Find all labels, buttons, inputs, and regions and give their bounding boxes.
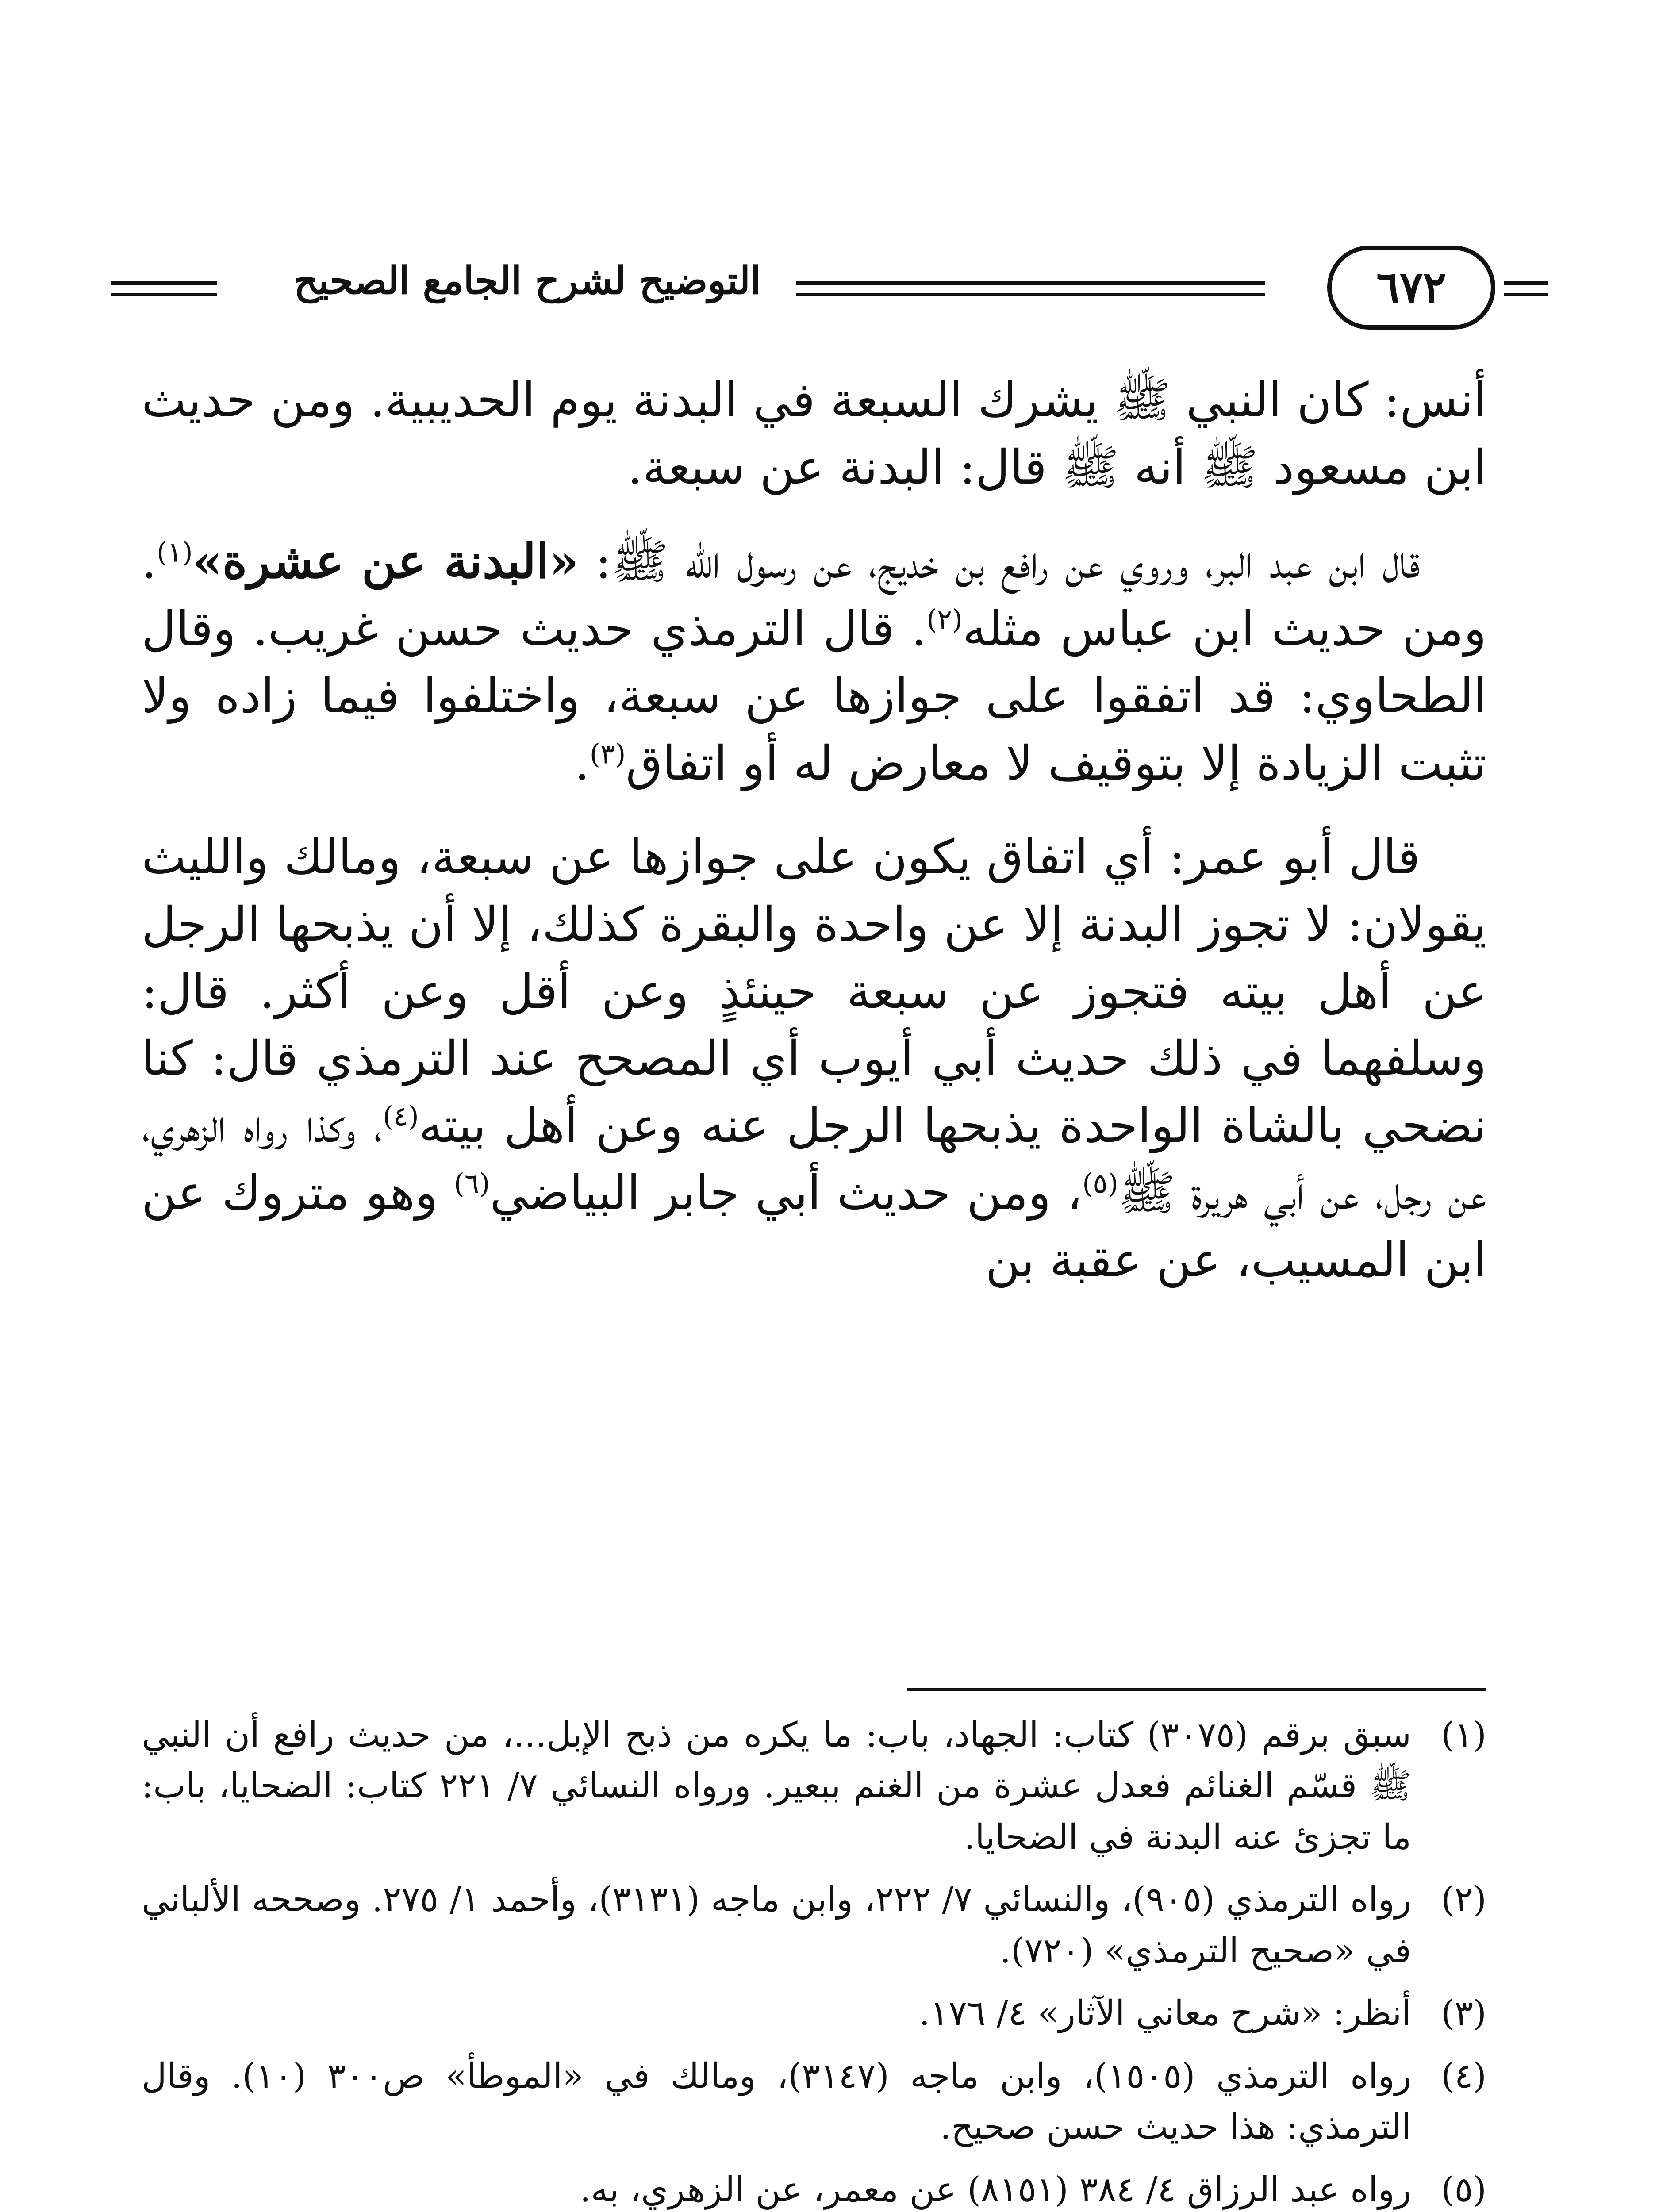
footnote-number: (٢) — [1441, 1880, 1486, 1920]
page-number: ٦٧٢ — [1327, 246, 1495, 330]
footnotes — [142, 1710, 1486, 2212]
running-header — [111, 246, 1548, 347]
footnote-ref: (٣) — [589, 737, 626, 770]
header-rule — [1504, 293, 1548, 296]
paragraph: أنس: كان النبي ﷺ يشرك السبعة في البدنة يوم الحديبية. ومن حديث ابن مسعود ﷺ أنه ﷺ قال: البدنة عن سبعة. — [142, 373, 1486, 495]
footnote-number: (٤) — [1441, 2056, 1486, 2096]
footnote-item — [142, 2165, 1486, 2212]
paragraph-text: قال أبو عمر: أي اتفاق يكون على جوازها عن سبعة، ومالك والليث يقولان: لا تجوز البدنة إلا عن واحدة والبقرة كذلك، إلا أن يذبحها الرجل عن أهل بيته فتجوز عن سبعة حينئذٍ وعن أقل وعن أكثر. قال: وسلفهما في ذلك حديث أبي أيوب أي المصحح عند الترمذي قال: كنا نضحي بالشاة الواحدة يذبحها الرجل عنه وعن أهل بيته — [142, 830, 1486, 1154]
footnote-ref: (٢) — [926, 603, 963, 636]
header-rule — [796, 293, 1265, 296]
paragraph-text: وهو متروك عن ابن المسيب، عن عقبة بن — [142, 1166, 1486, 1288]
footnote-item — [142, 1874, 1486, 1977]
paragraph-text: . قال الترمذي حديث حسن غريب. وقال الطحاوي: قد اتفقوا على جوازها عن سبعة، واختلفوا فيما زاده ولا تثبت الزيادة إلا بتوقيف لا معارض له أو اتفاق — [142, 601, 1486, 791]
footnote-separator — [907, 1688, 1486, 1691]
paragraph-text: ، ومن حديث أبي جابر البياضي — [490, 1166, 1083, 1221]
footnote-item — [142, 1710, 1486, 1863]
footnote-ref: (٤) — [383, 1100, 419, 1133]
footnote-number: (٣) — [1441, 1993, 1486, 2034]
header-rule — [796, 281, 1265, 285]
header-rule — [111, 281, 217, 285]
footnote-ref: (٥) — [1082, 1167, 1118, 1200]
running-title: التوضيح لشرح الجامع الصحيح — [294, 258, 761, 303]
footnote-ref: (٦) — [453, 1167, 490, 1200]
footnote-text: رواه عبد الرزاق ٤/ ٣٨٤ (٨١٥١) عن معمر، عن الزهري، به. — [580, 2170, 1411, 2210]
footnote-text: أنظر: «شرح معاني الآثار» ٤/ ١٧٦. — [919, 1993, 1411, 2034]
footnote-text: سبق برقم (٣٠٧٥) كتاب: الجهاد، باب: ما يكره من ذبح الإبل...، من حديث رافع أن النبي ﷺ قسّم الغنائم فعدل عشرة من الغنم ببعير. ورواه النسائي ٧/ ٢٢١ كتاب: الضحايا، باب: ما تجزئ عنه البدنة في الضحايا. — [142, 1715, 1412, 1857]
footnote-number: (٥) — [1441, 2170, 1486, 2210]
main-text — [142, 367, 1486, 1321]
header-rule — [1504, 281, 1548, 285]
footnote-ref: (١) — [157, 536, 193, 568]
hadith-quote: «البدنة عن عشرة» — [192, 534, 579, 589]
footnote-number: (١) — [1441, 1715, 1486, 1755]
paragraph-text: ، وكذا رواه الزهري، عن رجل، عن أبي هريرة ﷺ — [142, 1098, 1486, 1221]
paragraph — [142, 824, 1486, 1295]
footnote-item — [142, 2051, 1486, 2153]
paragraph-text: قال ابن عبد البر، وروي عن رافع بن خديج، عن رسول الله ﷺ: — [579, 534, 1421, 589]
header-rule — [111, 293, 217, 296]
footnote-item — [142, 1988, 1486, 2039]
paragraph — [142, 528, 1486, 798]
footnote-text: رواه الترمذي (٩٠٥)، والنسائي ٧/ ٢٢٢، وابن ماجه (٣١٣١)، وأحمد ١/ ٢٧٥. وصححه الألباني في «صحيح الترمذي» (٧٢٠). — [142, 1880, 1412, 1971]
paragraph-text: . ومن حديث ابن عباس مثله — [142, 534, 1486, 657]
footnote-text: رواه الترمذي (١٥٠٥)، وابن ماجه (٣١٤٧)، ومالك في «الموطأ» ص٣٠٠ (١٠). وقال الترمذي: هذا حديث حسن صحيح. — [142, 2056, 1411, 2147]
paragraph-text: . — [574, 736, 590, 791]
